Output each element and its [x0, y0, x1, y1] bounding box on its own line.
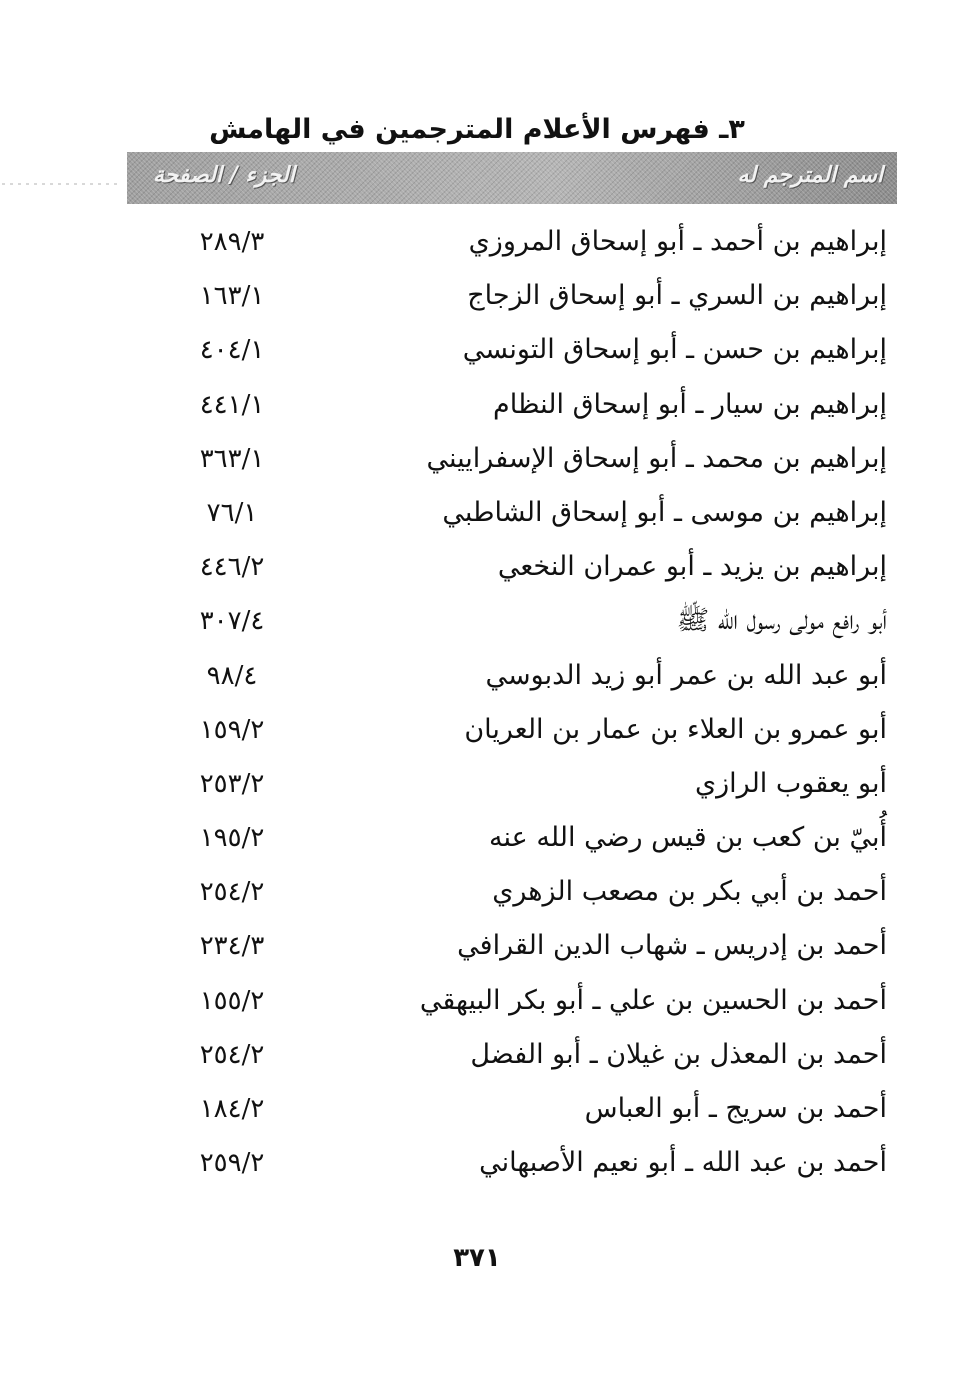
- volume-page-ref: ٢٥٣/٢: [199, 768, 265, 799]
- section-title: ٣ـ فهرس الأعلام المترجمين في الهامش: [209, 114, 745, 145]
- person-name: إبراهيم بن حسن ـ أبو إسحاق التونسي: [462, 334, 887, 366]
- person-name: أبو يعقوب الرازي: [695, 767, 887, 799]
- table-row: [127, 758, 897, 812]
- volume-page-ref: ٢٣٤/٣: [199, 931, 265, 962]
- volume-page-ref: ٢٥٩/٢: [199, 1148, 265, 1179]
- person-name: إبراهيم بن سيار ـ أبو إسحاق النظام: [493, 388, 887, 420]
- scan-artifact: [2, 183, 120, 185]
- volume-page-ref: ٤٤١/١: [199, 389, 265, 420]
- volume-page-ref: ١٨٤/٢: [199, 1094, 265, 1124]
- person-name: أحمد بن الحسين بن علي ـ أبو بكر البيهقي: [419, 984, 887, 1016]
- table-header: [127, 152, 897, 204]
- volume-page-ref: ٢٨٩/٣: [199, 227, 265, 257]
- volume-page-ref: ٢٥٤/٢: [199, 877, 265, 908]
- person-name: إبراهيم بن يزيد ـ أبو عمران النخعي: [497, 551, 887, 583]
- volume-page-ref: ١٥٩/٢: [199, 714, 265, 745]
- person-name: أحمد بن سريج ـ أبو العباس: [584, 1093, 887, 1124]
- table-row: [127, 379, 897, 433]
- person-name: إبراهيم بن أحمد ـ أبو إسحاق المروزي: [468, 226, 887, 257]
- volume-page-ref: ١٩٥/٢: [199, 823, 265, 854]
- person-name: أحمد بن إدريس ـ شهاب الدين القرافي: [457, 930, 887, 962]
- table-row: [127, 270, 897, 324]
- person-name: أحمد بن عبد الله ـ أبو نعيم الأصبهاني: [479, 1147, 887, 1179]
- table-row: [127, 650, 897, 704]
- person-name: أحمد بن المعذل بن غيلان ـ أبو الفضل: [470, 1038, 887, 1070]
- volume-page-ref: ٣٠٧/٤: [199, 606, 265, 637]
- table-row: [127, 595, 897, 649]
- table-row: [127, 1083, 897, 1137]
- table-row: [127, 704, 897, 758]
- index-table: [127, 216, 897, 1191]
- volume-page-ref: ٤٤٦/٢: [199, 552, 265, 583]
- person-name: إبراهيم بن موسى ـ أبو إسحاق الشاطبي: [442, 496, 887, 528]
- table-row: [127, 920, 897, 974]
- volume-page-ref: ١٦٣/١: [199, 281, 265, 312]
- person-name: أُبيّ بن كعب بن قيس رضي الله عنه: [489, 822, 887, 854]
- table-row: [127, 1137, 897, 1191]
- table-row: [127, 1029, 897, 1083]
- volume-page-ref: ٢٥٤/٢: [199, 1039, 265, 1070]
- person-name: إبراهيم بن محمد ـ أبو إسحاق الإسفراييني: [426, 442, 887, 474]
- table-row: [127, 975, 897, 1029]
- table-row: [127, 541, 897, 595]
- person-name: أبو عبد الله بن عمر أبو زيد الدبوسي: [485, 659, 887, 691]
- volume-page-ref: ٤٠٤/١: [199, 335, 265, 366]
- volume-page-ref: ٩٨/٤: [206, 660, 258, 691]
- table-row: [127, 487, 897, 541]
- volume-page-ref: ٣٦٣/١: [199, 443, 265, 474]
- table-row: [127, 324, 897, 378]
- table-row: [127, 866, 897, 920]
- page-number: ٣٧١: [453, 1243, 501, 1273]
- table-row: [127, 216, 897, 270]
- volume-page-ref: ١٥٥/٢: [199, 985, 265, 1016]
- person-name: إبراهيم بن السري ـ أبو إسحاق الزجاج: [467, 280, 887, 312]
- person-name: أبو عمرو بن العلاء بن عمار بن العريان: [464, 713, 887, 745]
- person-name: أحمد بن أبي بكر بن مصعب الزهري: [492, 876, 887, 908]
- person-name: أبو رافع مولى رسول الله ﷺ: [676, 605, 887, 637]
- page-column-header: الجزء / الصفحة: [153, 162, 295, 188]
- table-row: [127, 433, 897, 487]
- table-row: [127, 812, 897, 866]
- volume-page-ref: ٧٦/١: [206, 497, 258, 528]
- name-column-header: اسم المترجم له: [737, 162, 883, 188]
